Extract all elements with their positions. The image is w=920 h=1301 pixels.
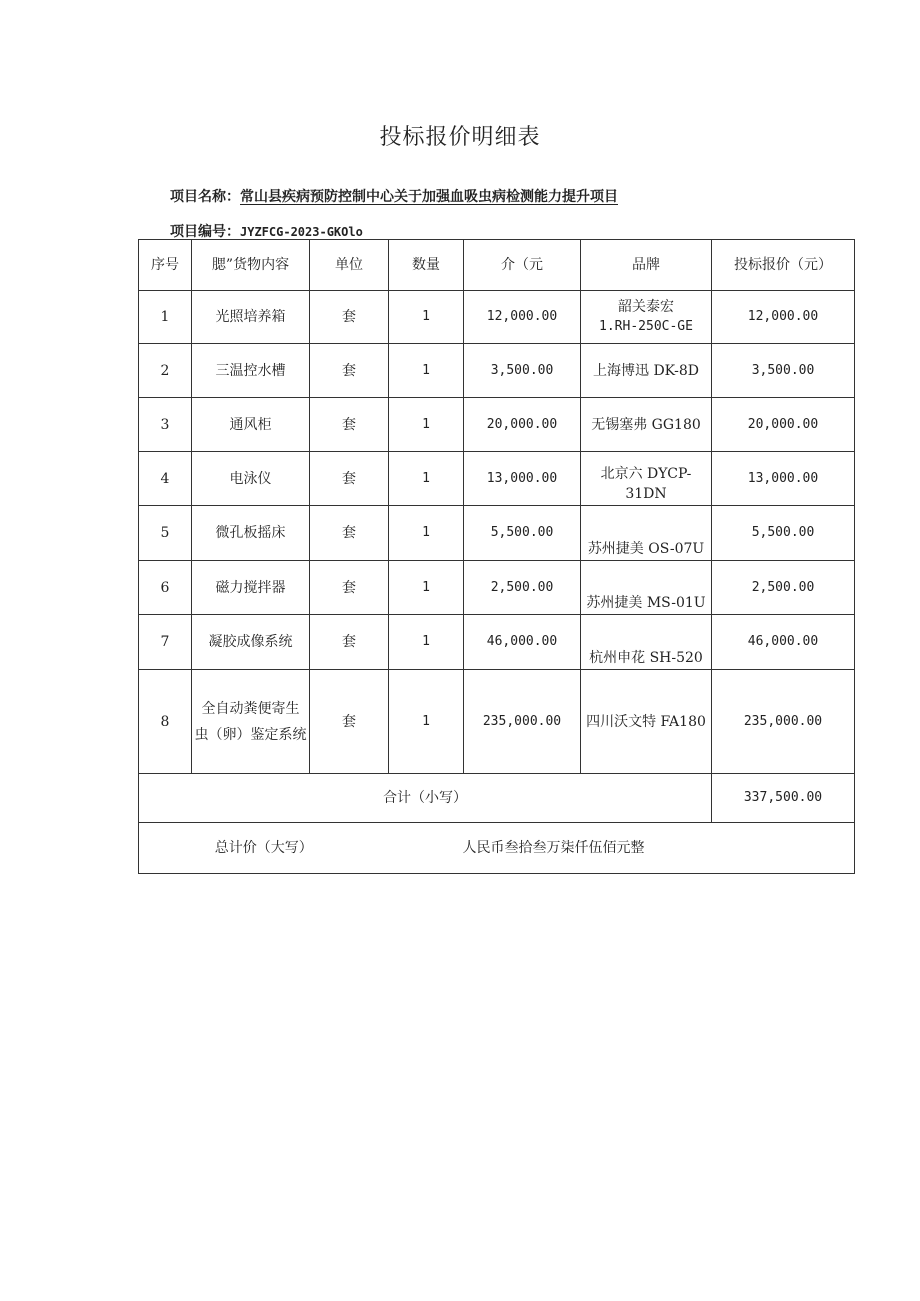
row-no: 3 (139, 398, 192, 452)
row-unit: 套 (310, 615, 389, 670)
row-unit: 套 (310, 452, 389, 506)
row-total: 13,000.00 (712, 452, 855, 506)
row-qty: 1 (389, 344, 464, 398)
row-item-line1: 全自动粪便寄生 (201, 700, 300, 717)
row-brand: 无锡塞弗 GG180 (581, 398, 712, 452)
row-total: 235,000.00 (712, 670, 855, 774)
header-total: 投标报价（元） (712, 240, 855, 291)
header-price: 介（元 (464, 240, 581, 291)
row-qty: 1 (389, 398, 464, 452)
row-unit: 套 (310, 670, 389, 774)
row-no: 5 (139, 506, 192, 561)
row-total: 12,000.00 (712, 291, 855, 344)
row-total: 3,500.00 (712, 344, 855, 398)
row-total: 5,500.00 (712, 506, 855, 561)
row-price: 3,500.00 (464, 344, 581, 398)
project-code-label: 项目编号： (170, 224, 240, 240)
project-code-value: JYZFCG-2023-GKOlo (240, 225, 363, 239)
row-brand: 北京六 DYCP-31DN (581, 452, 712, 506)
row-unit: 套 (310, 561, 389, 615)
table-row (139, 670, 855, 774)
subtotal-row (139, 774, 855, 823)
quote-table (138, 239, 855, 874)
table-row (139, 398, 855, 452)
header-row (139, 240, 855, 291)
row-item: 三温控水槽 (192, 344, 310, 398)
header-unit: 单位 (310, 240, 389, 291)
grand-total-row (139, 823, 855, 874)
page-title: 投标报价明细表 (379, 125, 541, 150)
project-name-line (170, 186, 618, 206)
table-row (139, 344, 855, 398)
row-price: 46,000.00 (464, 615, 581, 670)
row-item-line2: 虫（卵）鉴定系统 (194, 726, 307, 743)
row-item: 电泳仪 (192, 452, 310, 506)
row-price: 13,000.00 (464, 452, 581, 506)
table-row (139, 452, 855, 506)
header-no: 序号 (139, 240, 192, 291)
row-qty: 1 (389, 291, 464, 344)
row-brand: 苏州捷美 OS-07U (581, 506, 712, 561)
row-item (192, 670, 310, 774)
row-brand: 苏州捷美 MS-01U (581, 561, 712, 615)
row-qty: 1 (389, 615, 464, 670)
row-item: 磁力搅拌器 (192, 561, 310, 615)
row-total: 2,500.00 (712, 561, 855, 615)
row-brand: 上海博迅 DK-8D (581, 344, 712, 398)
row-qty: 1 (389, 670, 464, 774)
header-qty: 数量 (389, 240, 464, 291)
row-price: 2,500.00 (464, 561, 581, 615)
project-name-label: 项目名称： (170, 189, 240, 205)
row-total: 20,000.00 (712, 398, 855, 452)
row-brand-line2: 1.RH-250C-GE (599, 319, 693, 334)
row-price: 12,000.00 (464, 291, 581, 344)
table-row (139, 291, 855, 344)
row-no: 8 (139, 670, 192, 774)
grand-total-label: 总计价（大写） (139, 823, 389, 874)
row-no: 6 (139, 561, 192, 615)
table-row (139, 561, 855, 615)
row-unit: 套 (310, 398, 389, 452)
row-unit: 套 (310, 344, 389, 398)
table-row (139, 615, 855, 670)
row-price: 5,500.00 (464, 506, 581, 561)
row-no: 1 (139, 291, 192, 344)
row-brand: 四川沃文特 FA180 (581, 670, 712, 774)
row-unit: 套 (310, 291, 389, 344)
row-price: 235,000.00 (464, 670, 581, 774)
row-price: 20,000.00 (464, 398, 581, 452)
row-brand (581, 291, 712, 344)
row-item: 凝胶成像系统 (192, 615, 310, 670)
row-unit: 套 (310, 506, 389, 561)
header-brand: 品牌 (581, 240, 712, 291)
row-item: 微孔板摇床 (192, 506, 310, 561)
header-item: 腮”货物内容 (192, 240, 310, 291)
table-row (139, 506, 855, 561)
grand-total-value: 人民币叁拾叁万柒仟伍佰元整 (389, 823, 855, 874)
project-code-line (170, 221, 363, 241)
project-name-value: 常山县疾病预防控制中心关于加强血吸虫病检测能力提升项目 (240, 189, 618, 205)
row-no: 7 (139, 615, 192, 670)
row-no: 4 (139, 452, 192, 506)
row-qty: 1 (389, 561, 464, 615)
row-no: 2 (139, 344, 192, 398)
row-item: 光照培养箱 (192, 291, 310, 344)
subtotal-label: 合计（小写） (139, 774, 712, 823)
subtotal-value: 337,500.00 (712, 774, 855, 823)
row-qty: 1 (389, 506, 464, 561)
row-total: 46,000.00 (712, 615, 855, 670)
row-brand: 杭州申花 SH-520 (581, 615, 712, 670)
row-qty: 1 (389, 452, 464, 506)
row-item: 通风柜 (192, 398, 310, 452)
row-brand-line1: 韶关泰宏 (618, 299, 674, 315)
